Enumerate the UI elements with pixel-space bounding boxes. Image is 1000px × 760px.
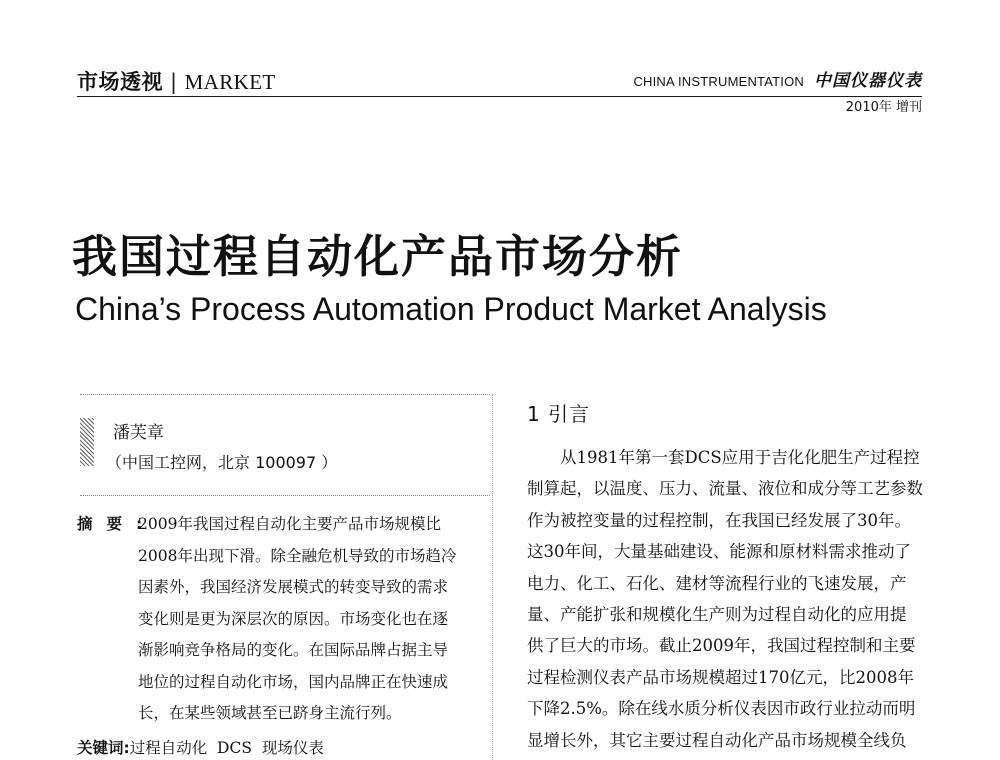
column-divider — [492, 394, 493, 760]
abstract-line: 长，在某些领域甚至已跻身主流行列。 — [138, 704, 402, 722]
section-separator: | — [170, 70, 178, 94]
section-label-en: MARKET — [184, 70, 276, 94]
body-line: 供了巨大的市场。截止2009年，我国过程控制和主要 — [527, 636, 916, 656]
section-heading: 1 引言 — [527, 402, 591, 426]
header-rule — [77, 96, 922, 97]
journal-issue: 2010年 增刊 — [845, 100, 922, 115]
journal-name-en: CHINA INSTRUMENTATION — [633, 74, 804, 89]
body-line: 制算起，以温度、压力、流量、液位和成分等工艺参数 — [527, 479, 923, 499]
body-line: 下降2.5%。除在线水质分析仪表因市政行业拉动而明 — [527, 699, 916, 719]
body-line: 过程检测仪表产品市场规模超过170亿元，比2008年 — [527, 667, 914, 687]
author-affiliation: （中国工控网，北京 100097 ） — [106, 453, 338, 472]
keywords-text: 过程自动化 DCS 现场仪表 — [129, 739, 324, 757]
abstract-line: 变化则是更为深层次的原因。市场变化也在逐 — [138, 609, 449, 628]
section-label-cn: 市场透视 — [77, 70, 163, 94]
abstract-line: 2008年出现下滑。除全融危机导致的市场趋冷 — [138, 546, 457, 565]
article-title-cn: 我国过程自动化产品市场分析 — [72, 230, 684, 283]
author-name: 潘芙章 — [113, 423, 164, 443]
body-line: 作为被控变量的过程控制，在我国已经发展了30年。 — [527, 510, 911, 530]
body-line: 电力、化工、石化、建材等流程行业的飞速发展，产 — [527, 573, 907, 593]
abstract-line: 因素外，我国经济发展模式的转变导致的需求 — [138, 578, 449, 596]
body-line: 显增长外，其它主要过程自动化产品市场规模全线负 — [527, 730, 907, 750]
abstract-line: 2009年我国过程自动化主要产品市场规模比 — [138, 515, 441, 533]
author-divider-rule — [80, 495, 490, 496]
abstract-line: 地位的过程自动化市场，国内品牌正在快速成 — [138, 672, 449, 691]
author-mark-icon — [80, 418, 94, 466]
section-label — [77, 66, 276, 96]
journal-name — [633, 66, 922, 91]
journal-name-cn: 中国仪器仪表 — [814, 71, 922, 91]
abstract-label: 摘要: — [77, 515, 157, 533]
article-title-en: China’s Process Automation Product Market Analysis — [75, 291, 827, 327]
keywords — [77, 736, 324, 758]
body-line: 从1981年第一套DCS应用于吉化化肥生产过程控 — [560, 448, 920, 467]
keywords-label: 关键词: — [77, 739, 130, 757]
abstract-line: 渐影响竞争格局的变化。在国际品牌占据主导 — [138, 641, 449, 659]
body-line: 量、产能扩张和规模化生产则为过程自动化的应用提 — [527, 605, 907, 624]
left-column-top-rule — [80, 394, 490, 395]
body-line: 这30年间，大量基础建设、能源和原材料需求推动了 — [527, 542, 911, 562]
